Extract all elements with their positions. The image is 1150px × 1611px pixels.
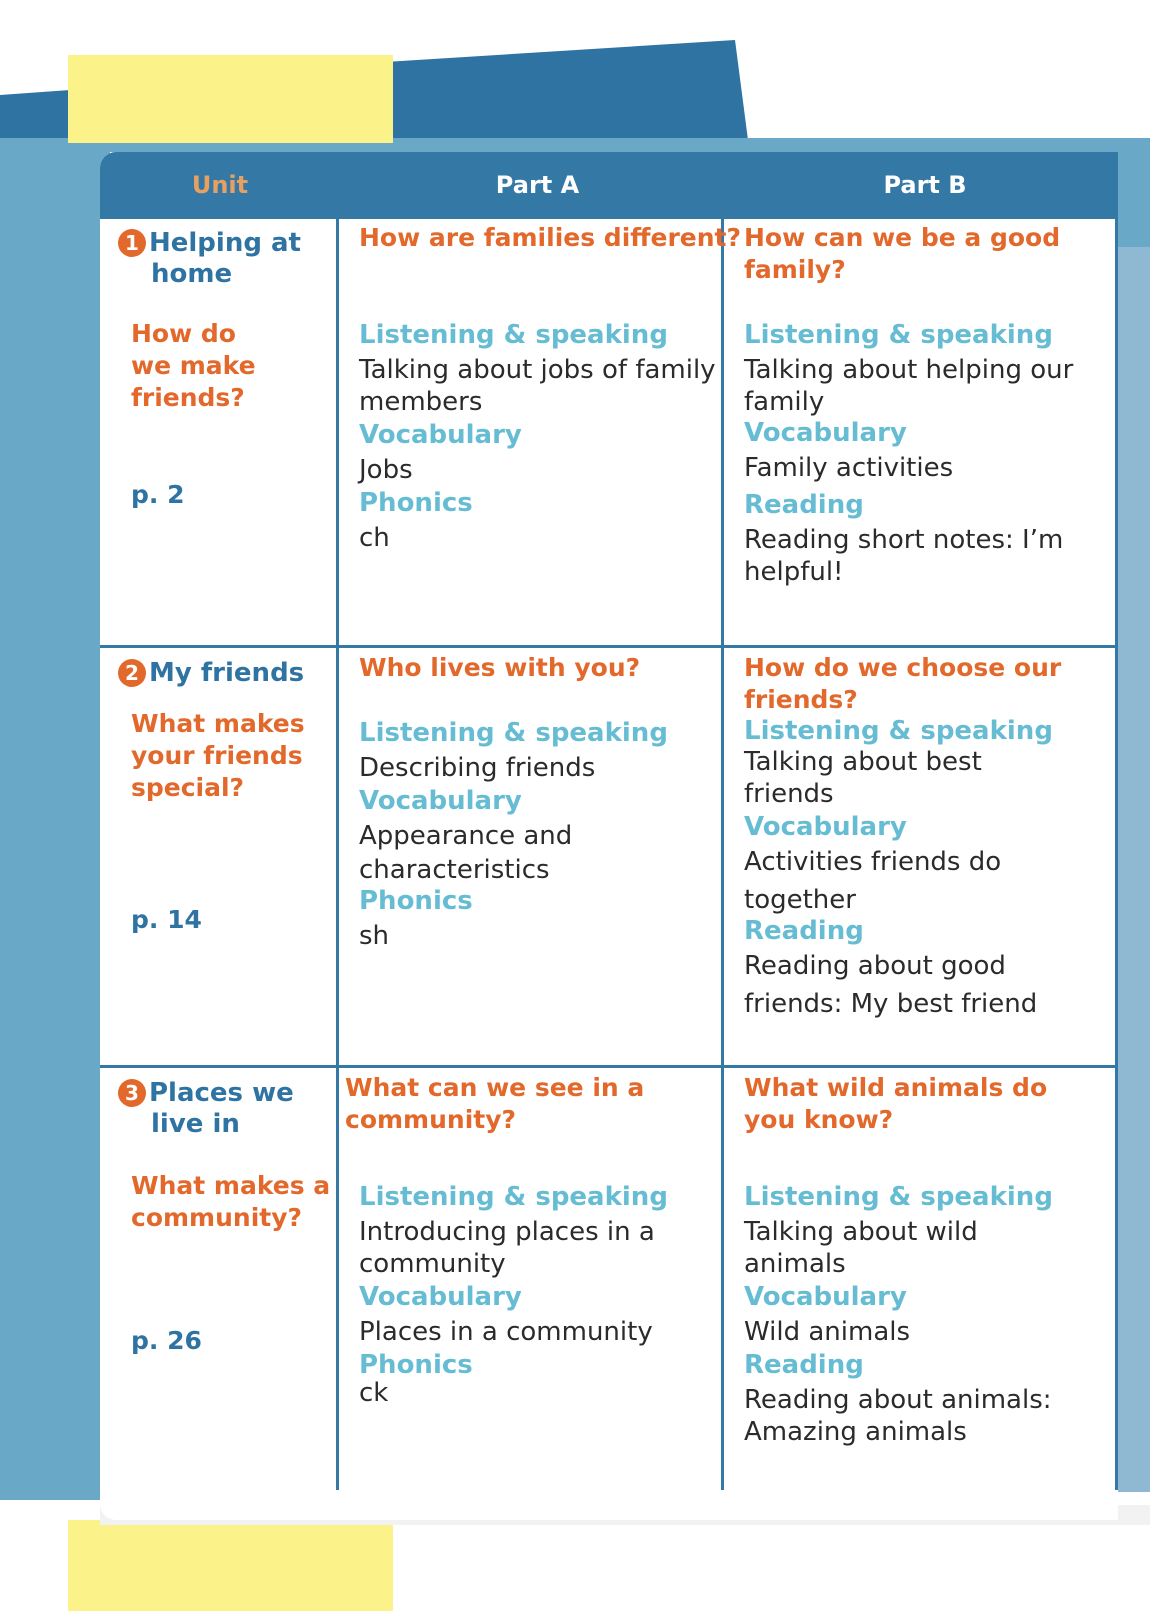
unit-1-cell: [118, 228, 333, 290]
unit-1-question: How do we make friends?: [131, 319, 256, 412]
unit-2-title: 2 My friends: [118, 658, 333, 689]
unit-3-part-b-question: What wild animals do you know?: [744, 1073, 1048, 1134]
unit-3-part-a-question: What can we see in a community?: [345, 1073, 645, 1134]
unit-1-part-b-question: How can we be a good family?: [744, 223, 1061, 284]
unit-2-page: p. 14: [131, 905, 202, 934]
unit-3-page: p. 26: [131, 1326, 202, 1355]
column-divider: [336, 152, 339, 1490]
unit-1-part-a-content: Listening & speaking Talking about jobs of family members Vocabulary Jobs Phonics ch: [359, 320, 716, 553]
unit-2-question: What makes your friends special?: [131, 709, 305, 802]
unit-1-title: 1 Helping at home: [118, 228, 333, 290]
unit-number-badge: 2: [118, 659, 146, 687]
contents-table: [100, 152, 1118, 1520]
unit-3-part-b-content: Listening & speaking Talking about wild animals Vocabulary Wild animals Reading Reading about animals: Amazing animals: [744, 1182, 1053, 1447]
unit-2-cell: [118, 658, 333, 689]
unit-2-part-b-question: How do we choose our friends?: [744, 653, 1062, 714]
unit-3-cell: [118, 1078, 333, 1140]
row-divider: [100, 1065, 1118, 1068]
unit-3-question: What makes a community?: [131, 1171, 331, 1232]
unit-number-badge: 1: [118, 229, 146, 257]
unit-1-page: p. 2: [131, 480, 185, 509]
unit-2-part-b-content: Listening & speaking Talking about best friends Vocabulary Activities friends do together Reading Reading about good friends: My best friend: [744, 716, 1053, 1019]
unit-2-part-a-question: Who lives with you?: [359, 653, 641, 682]
row-divider: [100, 645, 1118, 648]
unit-number-badge: 3: [118, 1079, 146, 1107]
header-unit: Unit: [191, 171, 249, 199]
header-part-a: Part A: [495, 171, 580, 199]
table-header: [100, 152, 1118, 219]
unit-3-part-a-content: Listening & speaking Introducing places in a community Vocabulary Places in a community Phonics ck: [359, 1182, 668, 1408]
header-part-b: Part B: [883, 171, 967, 199]
unit-1-part-a-question: How are families different?: [359, 223, 742, 252]
table-right-edge: [1115, 152, 1118, 1490]
unit-1-part-b-content: Listening & speaking Talking about helping our family Vocabulary Family activities Reading Reading short notes: I’m helpful!: [744, 320, 1074, 587]
unit-3-title: 3 Places we live in: [118, 1078, 333, 1140]
column-divider: [721, 152, 724, 1490]
unit-2-part-a-content: Listening & speaking Describing friends Vocabulary Appearance and characteristics Phonics sh: [359, 718, 668, 951]
